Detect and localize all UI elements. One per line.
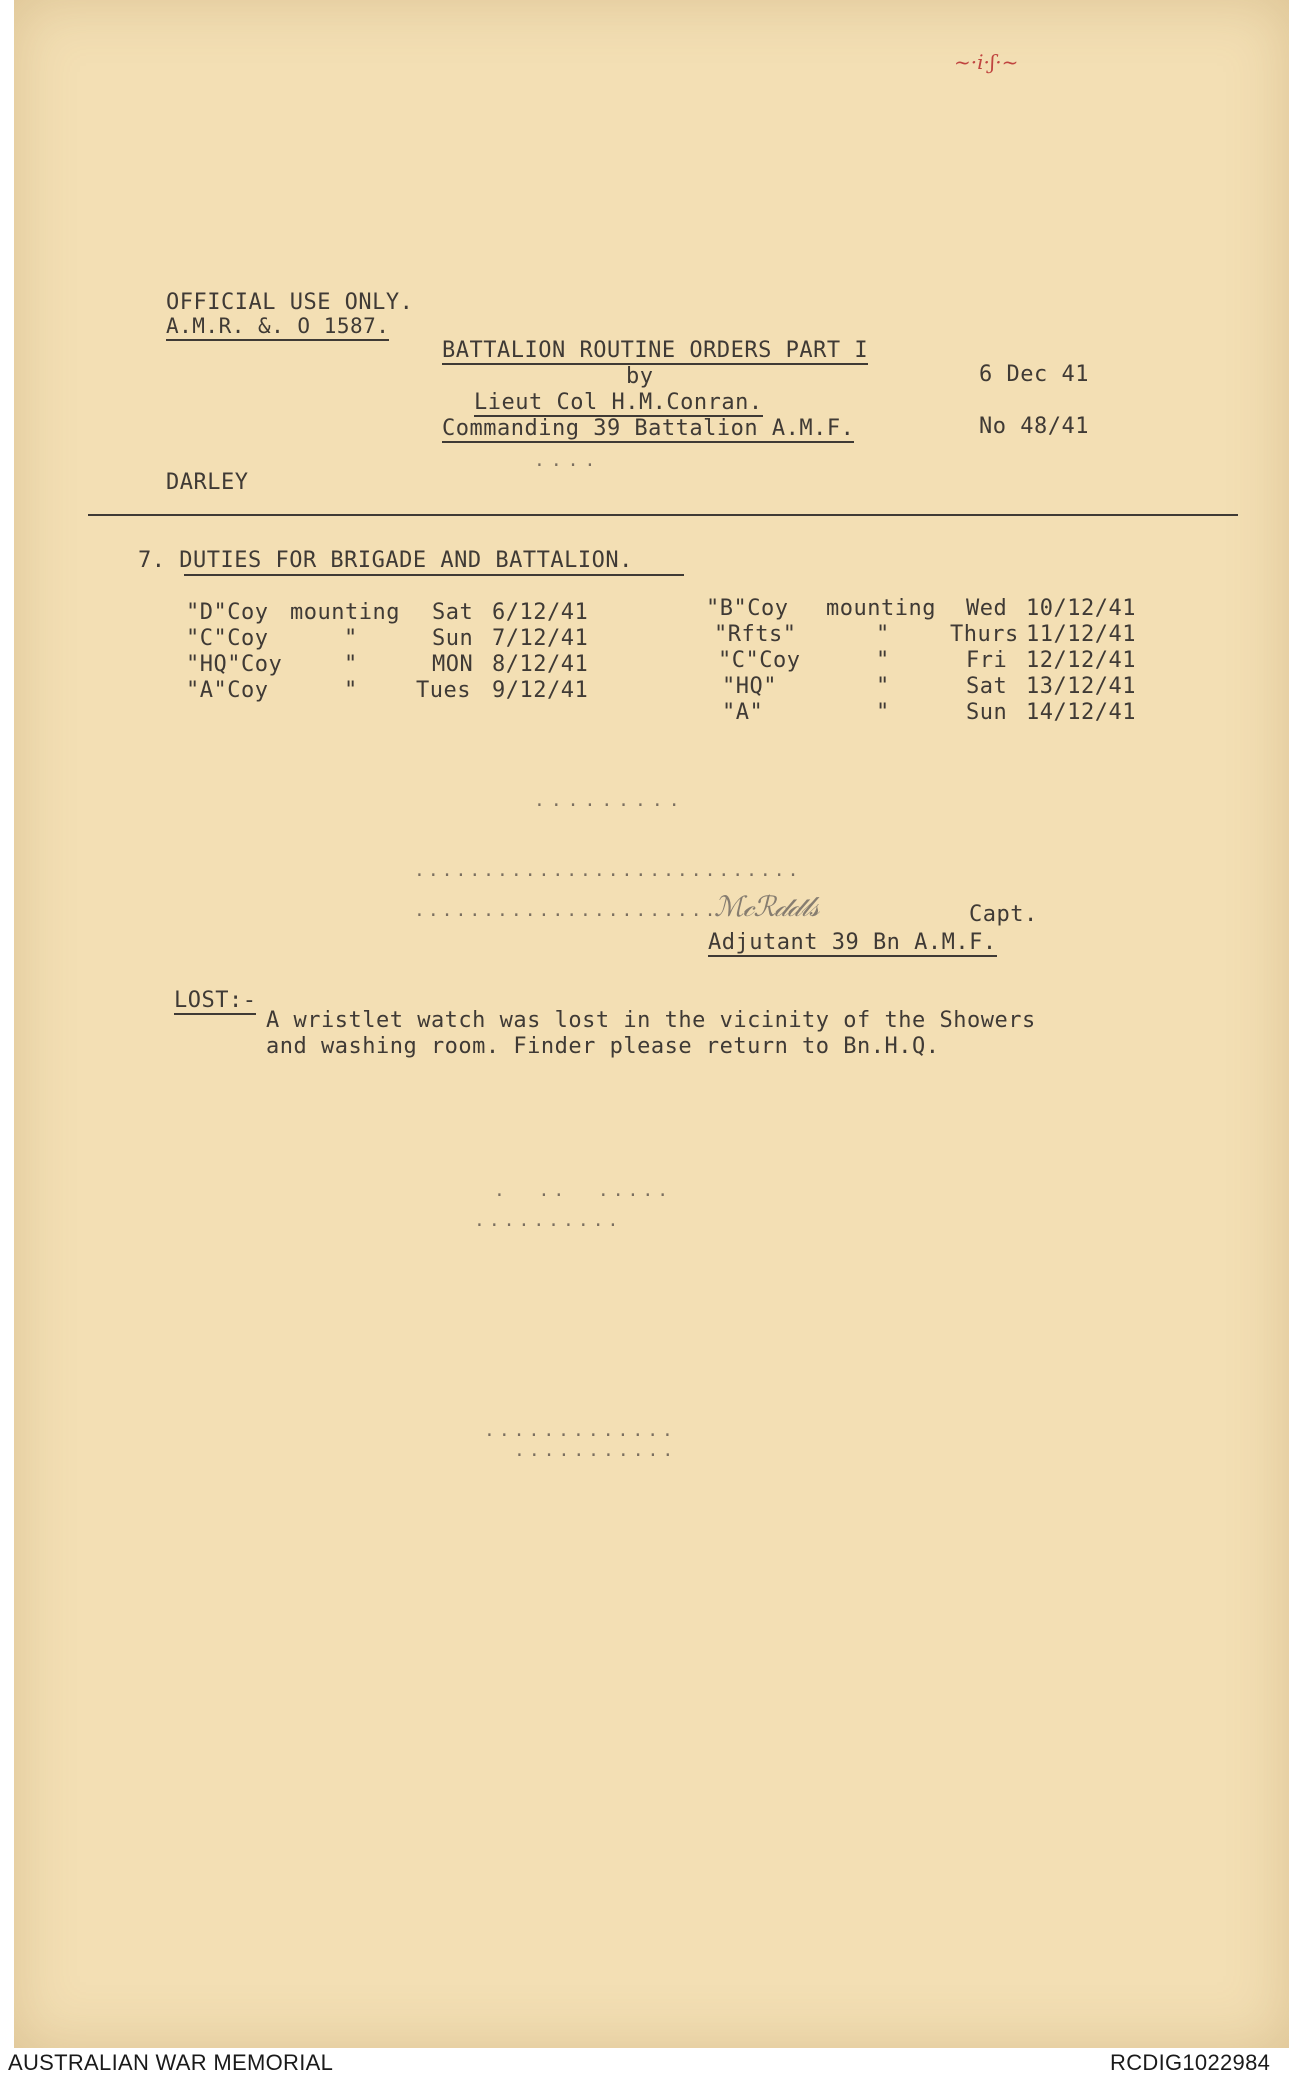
- decorative-dots: ............................: [414, 860, 802, 881]
- red-pencil-mark: ~·i·ʃ·~: [954, 50, 1019, 74]
- duty-company: "C"Coy: [718, 648, 801, 673]
- duty-day: Fri: [966, 648, 1008, 673]
- section-heading: 7. DUTIES FOR BRIGADE AND BATTALION.: [138, 548, 633, 573]
- document-title: BATTALION ROUTINE ORDERS PART I: [442, 338, 869, 363]
- duty-action: mounting: [826, 596, 936, 621]
- duty-company: "B"Coy: [706, 596, 789, 621]
- duty-action: ": [876, 700, 890, 725]
- decorative-dots: . .. .....: [494, 1180, 673, 1201]
- duty-day: Sat: [966, 674, 1008, 699]
- section-heading-underline: [184, 574, 684, 576]
- duty-company: "D"Coy: [186, 600, 269, 625]
- duty-day: Tues: [416, 678, 471, 703]
- duty-day: Sun: [432, 626, 474, 651]
- duty-action: ": [876, 622, 890, 647]
- duty-action: ": [344, 652, 358, 677]
- commanding-unit: Commanding 39 Battalion A.M.F.: [442, 416, 855, 441]
- by-label: by: [626, 364, 654, 389]
- duty-date: 14/12/41: [1026, 700, 1136, 725]
- duty-action: mounting: [290, 600, 400, 625]
- lost-notice-line2: and washing room. Finder please return to Bn.H.Q.: [266, 1034, 940, 1059]
- footer-institution: AUSTRALIAN WAR MEMORIAL: [8, 2050, 334, 2075]
- decorative-dots: .............: [484, 1420, 677, 1441]
- header-divider: [88, 514, 1238, 516]
- duty-company: "HQ": [722, 674, 777, 699]
- commander-name: Lieut Col H.M.Conran.: [474, 390, 763, 415]
- duty-date: 11/12/41: [1026, 622, 1136, 647]
- location: DARLEY: [166, 470, 249, 495]
- security-classification: OFFICIAL USE ONLY.: [166, 290, 414, 315]
- duty-day: Thurs: [950, 622, 1019, 647]
- duty-company: "A"Coy: [186, 678, 269, 703]
- duty-day: Sat: [432, 600, 474, 625]
- decorative-dots: .........: [534, 790, 686, 811]
- signatory-appointment: Adjutant 39 Bn A.M.F.: [708, 930, 997, 955]
- duty-date: 7/12/41: [492, 626, 589, 651]
- decorative-dots: ..........: [474, 1210, 623, 1231]
- order-date: 6 Dec 41: [979, 362, 1089, 387]
- duty-date: 8/12/41: [492, 652, 589, 677]
- footer-catalogue-id: RCDIG1022984: [1110, 2050, 1271, 2075]
- duty-date: 6/12/41: [492, 600, 589, 625]
- duty-day: Wed: [966, 596, 1008, 621]
- order-number: No 48/41: [979, 414, 1089, 439]
- duty-action: ": [344, 626, 358, 651]
- duty-company: "HQ"Coy: [186, 652, 283, 677]
- lost-notice-line1: A wristlet watch was lost in the vicinity of the Showers: [266, 1008, 1036, 1033]
- duty-action: ": [876, 648, 890, 673]
- duty-company: "Rfts": [714, 622, 797, 647]
- duty-date: 9/12/41: [492, 678, 589, 703]
- duty-day: Sun: [966, 700, 1008, 725]
- duty-date: 10/12/41: [1026, 596, 1136, 621]
- decorative-dots: ......................: [414, 900, 719, 921]
- duty-action: ": [876, 674, 890, 699]
- signatory-rank: Capt.: [969, 902, 1038, 927]
- decorative-dots: ....: [534, 450, 602, 471]
- duty-date: 13/12/41: [1026, 674, 1136, 699]
- duty-company: "A": [722, 700, 764, 725]
- duty-date: 12/12/41: [1026, 648, 1136, 673]
- decorative-dots: ...........: [514, 1440, 678, 1461]
- duty-company: "C"Coy: [186, 626, 269, 651]
- duty-day: MON: [432, 652, 474, 677]
- document-page: [14, 0, 1289, 2048]
- lost-label: LOST:-: [174, 988, 257, 1013]
- handwritten-signature: ℳ𝒸ℛ𝒹𝒹𝓁𝓈: [714, 890, 819, 923]
- duty-action: ": [344, 678, 358, 703]
- reference-number: A.M.R. &. O 1587.: [166, 314, 389, 341]
